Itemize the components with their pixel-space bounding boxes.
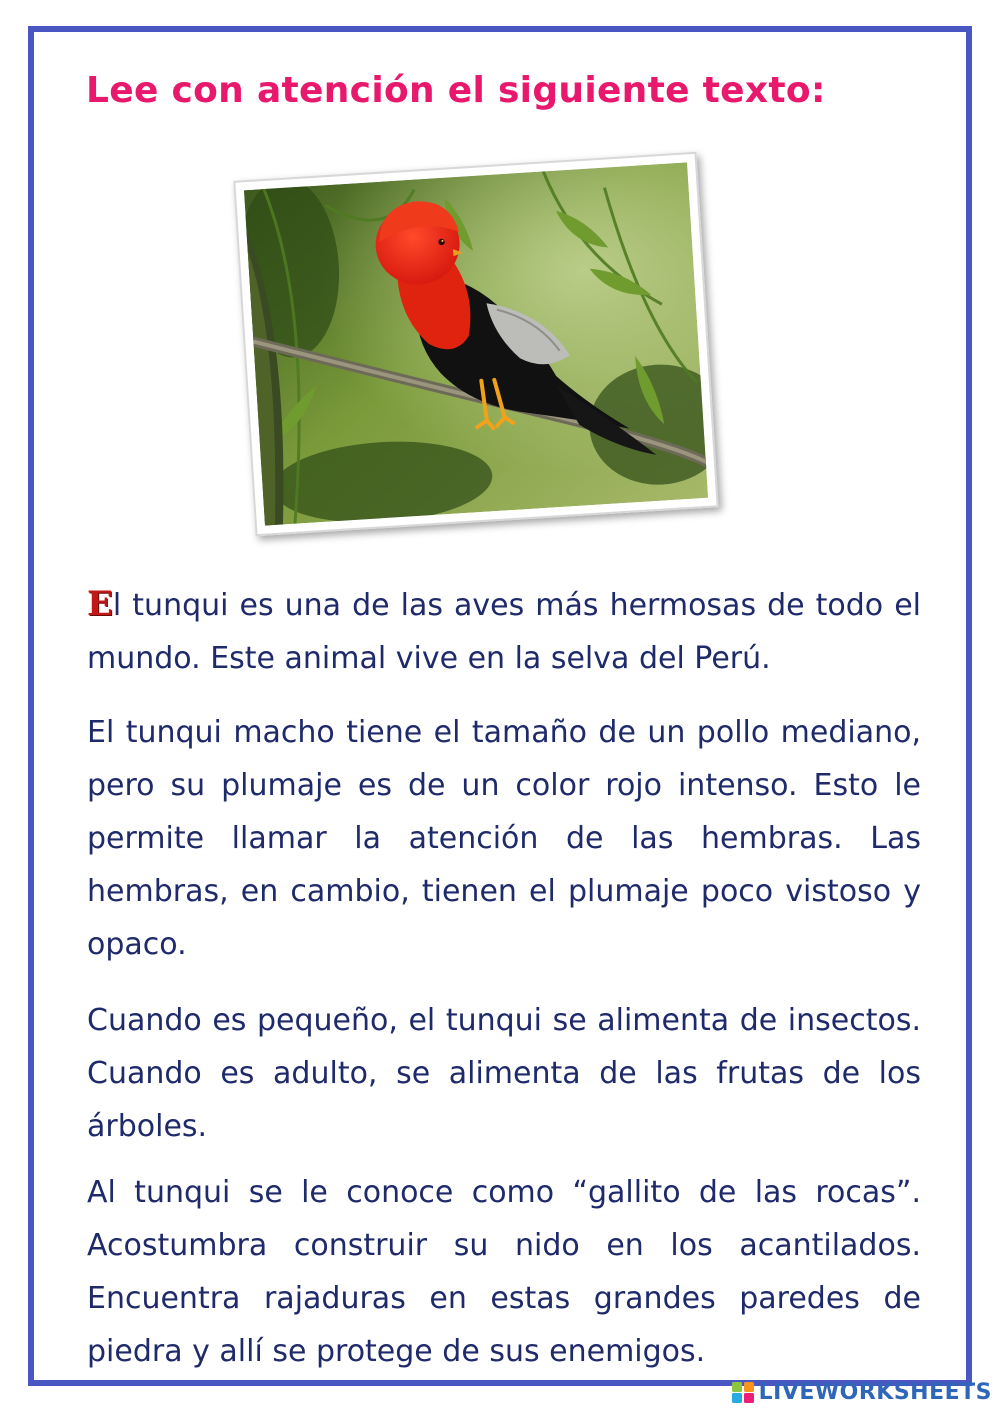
- liveworksheets-brand-link[interactable]: [731, 1377, 992, 1407]
- brand-name: LIVEWORKSHEETS: [758, 1379, 992, 1405]
- drop-cap: E: [87, 584, 113, 624]
- paragraph-appearance: El tunqui macho tiene el tamaño de un pollo mediano, pero su plumaje es de un color rojo intenso. Esto le permite llamar la atención de las hembras. Las hembras, en cambio, tienen el plumaje poco vistoso y opaco.: [87, 715, 921, 962]
- paragraph-nesting: Al tunqui se le conoce como “gallito de las rocas”. Acostumbra construir su nido en los acantilados. Encuentra rajaduras en estas grandes paredes de piedra y allí se protege de sus enemigos.: [87, 1175, 921, 1369]
- liveworksheets-logo-icon: [731, 1379, 757, 1405]
- page-heading: Lee con atención el siguiente texto:: [86, 70, 826, 111]
- tunqui-bird-photo: [244, 162, 708, 525]
- paragraph-intro-text: l tunqui es una de las aves más hermosas de todo el mundo. Este animal vive en la selva del Perú.: [87, 588, 921, 676]
- photo-frame: [233, 152, 718, 536]
- paragraph-intro: [87, 578, 921, 685]
- paragraph-diet: Cuando es pequeño, el tunqui se alimenta de insectos. Cuando es adulto, se alimenta de las frutas de los árboles.: [87, 1003, 921, 1144]
